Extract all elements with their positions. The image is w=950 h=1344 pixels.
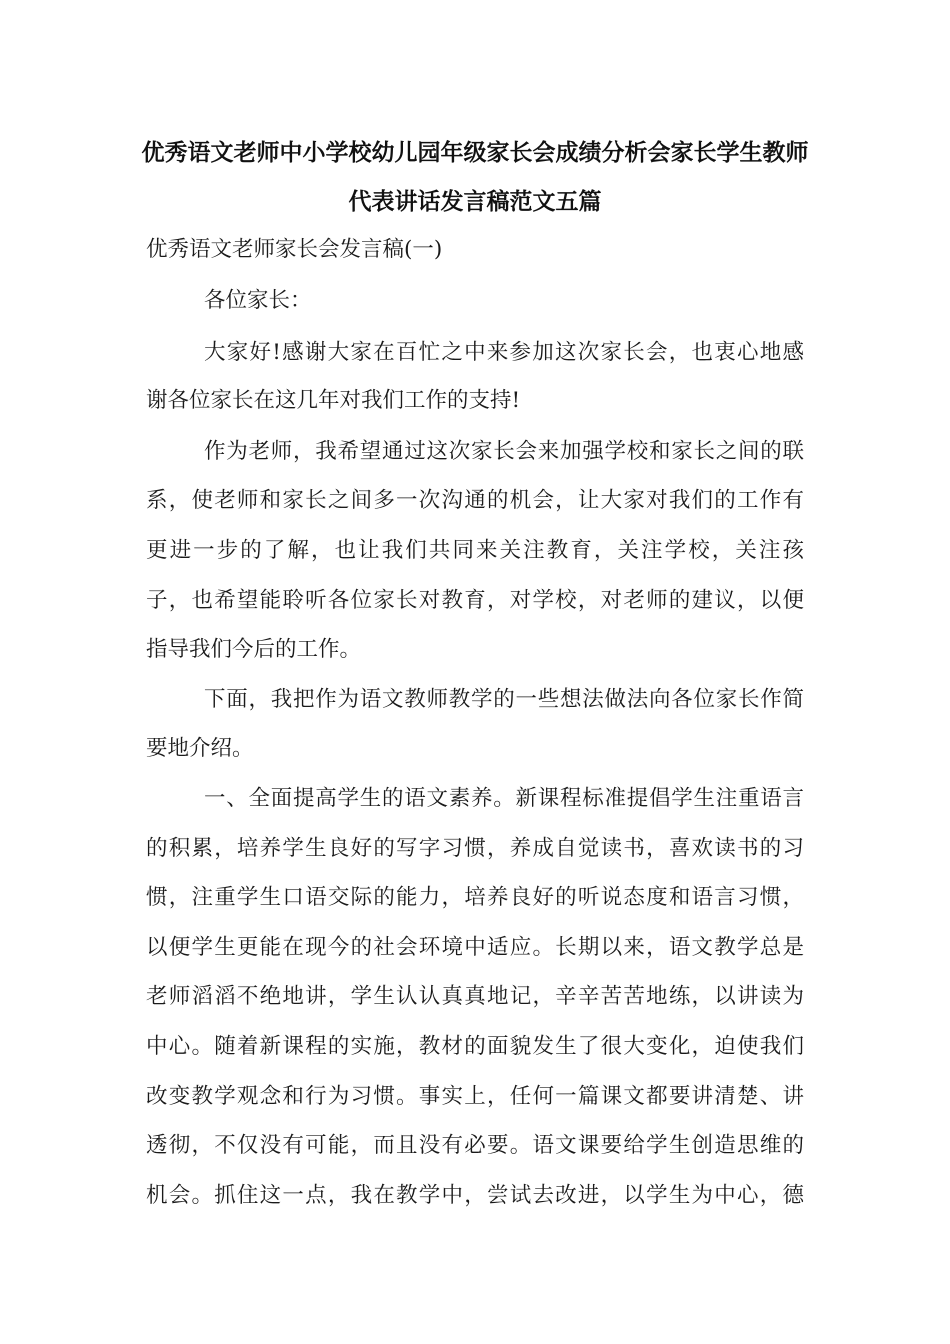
paragraph-line: 的积累，培养学生良好的写字习惯，养成自觉读书，喜欢读书的习	[146, 836, 804, 861]
paragraph-line: 中心。随着新课程的实施，教材的面貌发生了很大变化，迫使我们	[146, 1034, 804, 1059]
paragraph-line: 下面，我把作为语文教师教学的一些想法做法向各位家长作简	[204, 687, 804, 712]
document-title-line-1: 优秀语文老师中小学校幼儿园年级家长会成绩分析会家长学生教师	[141, 140, 809, 166]
paragraph-line: 机会。抓住这一点，我在教学中，尝试去改进，以学生为中心，德	[146, 1183, 804, 1208]
paragraph-line: 以便学生更能在现今的社会环境中适应。长期以来，语文教学总是	[146, 935, 804, 960]
paragraph-line: 大家好!感谢大家在百忙之中来参加这次家长会，也衷心地感	[204, 340, 804, 365]
paragraph-line: 要地介绍。	[146, 736, 254, 761]
paragraph-line: 惯，注重学生口语交际的能力，培养良好的听说态度和语言习惯，	[146, 885, 804, 910]
paragraph-line: 谢各位家长在这几年对我们工作的支持!	[146, 388, 521, 413]
paragraph-line: 老师滔滔不绝地讲，学生认认真真地记，辛辛苦苦地练，以讲读为	[146, 984, 804, 1009]
paragraph-line: 透彻，不仅没有可能，而且没有必要。语文课要给学生创造思维的	[146, 1133, 804, 1158]
paragraph-line: 指导我们今后的工作。	[146, 637, 362, 662]
paragraph-line: 更进一步的了解，也让我们共同来关注教育，关注学校，关注孩	[146, 538, 804, 563]
salutation: 各位家长：	[204, 288, 312, 313]
document-title-line-2: 代表讲话发言稿范文五篇	[348, 189, 602, 215]
section-subtitle: 优秀语文老师家长会发言稿(一)	[146, 237, 443, 262]
paragraph-line: 改变教学观念和行为习惯。事实上，任何一篇课文都要讲清楚、讲	[146, 1084, 804, 1109]
paragraph-line: 一、全面提高学生的语文素养。新课程标准提倡学生注重语言	[204, 786, 804, 811]
paragraph-line: 子，也希望能聆听各位家长对教育，对学校，对老师的建议，以便	[146, 588, 804, 613]
paragraph-line: 作为老师，我希望通过这次家长会来加强学校和家长之间的联	[204, 439, 804, 464]
paragraph-line: 系，使老师和家长之间多一次沟通的机会，让大家对我们的工作有	[146, 488, 804, 513]
